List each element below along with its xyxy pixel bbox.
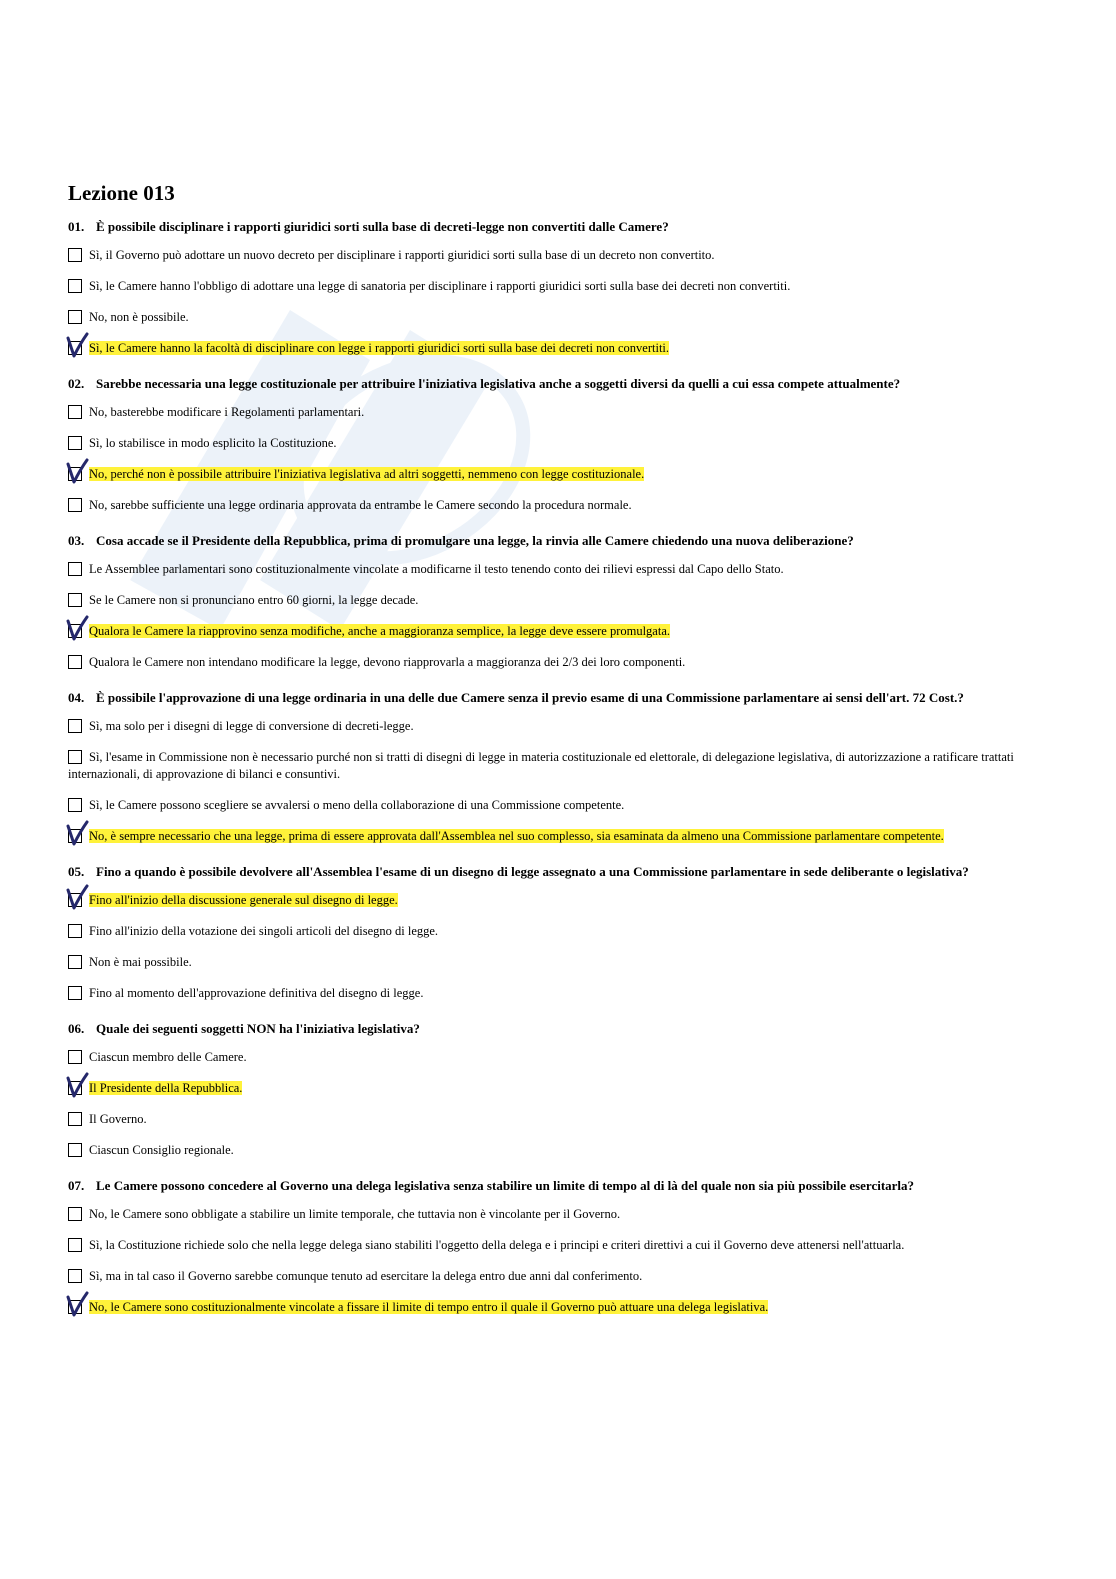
answer-checkbox[interactable] xyxy=(68,955,82,969)
answer-checkbox[interactable] xyxy=(68,719,82,733)
answer-text-highlighted: Sì, le Camere hanno la facoltà di disciplinare con legge i rapporti giuridici sorti sulla base dei decreti non convertiti. xyxy=(89,341,670,355)
answer-text: Sì, le Camere hanno l'obbligo di adottare una legge di sanatoria per disciplinare i rapporti giuridici sorti sulla base dei decreti non convertiti. xyxy=(89,279,791,293)
answer-checkbox[interactable] xyxy=(68,562,82,576)
document-page xyxy=(68,180,1048,1334)
answer-checkbox[interactable] xyxy=(68,593,82,607)
answer-option[interactable] xyxy=(68,1237,1048,1254)
answer-option[interactable] xyxy=(68,309,1048,326)
checkmark-icon xyxy=(64,332,90,360)
question-3 xyxy=(68,532,1048,671)
checkmark-icon xyxy=(64,820,90,848)
answer-text: No, le Camere sono obbligate a stabilire un limite temporale, che tuttavia non è vincolante per il Governo. xyxy=(89,1207,621,1221)
question-label: Le Camere possono concedere al Governo una delega legislativa senza stabilire un limite di tempo al di là del quale non sia più possibile esercitarla? xyxy=(96,1178,915,1193)
answer-checkbox[interactable] xyxy=(68,436,82,450)
answer-list xyxy=(68,892,1048,1002)
checkmark-icon xyxy=(64,1291,90,1319)
question-label: Quale dei seguenti soggetti NON ha l'iniziativa legislativa? xyxy=(96,1021,420,1036)
answer-text: Fino all'inizio della votazione dei singoli articoli del disegno di legge. xyxy=(89,924,439,938)
question-text xyxy=(68,218,1048,235)
lesson-title: Lezione 013 xyxy=(68,181,175,205)
question-6 xyxy=(68,1020,1048,1159)
answer-option[interactable] xyxy=(68,1111,1048,1128)
question-1 xyxy=(68,218,1048,357)
question-2 xyxy=(68,375,1048,514)
answer-option[interactable] xyxy=(68,1299,1048,1316)
answer-text-highlighted: No, le Camere sono costituzionalmente vincolate a fissare il limite di tempo entro il quale il Governo può attuare una delega legislativa. xyxy=(89,1300,769,1314)
question-number: 07. xyxy=(68,1178,85,1193)
answer-option[interactable] xyxy=(68,1080,1048,1097)
answer-option[interactable] xyxy=(68,247,1048,264)
question-number: 05. xyxy=(68,864,85,879)
answer-text: Sì, il Governo può adottare un nuovo decreto per disciplinare i rapporti giuridici sorti sulla base di un decreto non convertito. xyxy=(89,248,715,262)
answer-checkbox[interactable] xyxy=(68,405,82,419)
answer-option[interactable] xyxy=(68,797,1048,814)
answer-option[interactable] xyxy=(68,435,1048,452)
answer-list xyxy=(68,561,1048,671)
answer-list xyxy=(68,247,1048,357)
question-number: 03. xyxy=(68,533,85,548)
answer-list xyxy=(68,1049,1048,1159)
answer-option[interactable] xyxy=(68,466,1048,483)
answer-list xyxy=(68,718,1048,845)
answer-option[interactable] xyxy=(68,1049,1048,1066)
checkmark-icon xyxy=(64,458,90,486)
question-4 xyxy=(68,689,1048,845)
question-5 xyxy=(68,863,1048,1002)
question-number: 02. xyxy=(68,376,85,391)
answer-option[interactable] xyxy=(68,718,1048,735)
question-text xyxy=(68,375,1048,392)
answer-checkbox[interactable] xyxy=(68,1238,82,1252)
answer-option[interactable] xyxy=(68,561,1048,578)
answer-text-highlighted: Fino all'inizio della discussione generale sul disegno di legge. xyxy=(89,893,398,907)
answer-text: Non è mai possibile. xyxy=(89,955,192,969)
question-text xyxy=(68,689,1048,706)
answer-text: Sì, ma solo per i disegni di legge di conversione di decreti-legge. xyxy=(89,719,414,733)
answer-checkbox[interactable] xyxy=(68,1207,82,1221)
question-label: È possibile disciplinare i rapporti giuridici sorti sulla base di decreti-legge non convertiti dalle Camere? xyxy=(96,219,669,234)
answer-checkbox[interactable] xyxy=(68,986,82,1000)
answer-option[interactable] xyxy=(68,954,1048,971)
question-text xyxy=(68,532,1048,549)
checkmark-icon xyxy=(64,1072,90,1100)
answer-list xyxy=(68,1206,1048,1316)
question-number: 06. xyxy=(68,1021,85,1036)
answer-text: Sì, lo stabilisce in modo esplicito la Costituzione. xyxy=(89,436,337,450)
answer-text: No, sarebbe sufficiente una legge ordinaria approvata da entrambe le Camere secondo la procedura normale. xyxy=(89,498,632,512)
answer-option[interactable] xyxy=(68,1142,1048,1159)
answer-checkbox[interactable] xyxy=(68,750,82,764)
answer-option[interactable] xyxy=(68,828,1048,845)
question-label: Cosa accade se il Presidente della Repubblica, prima di promulgare una legge, la rinvia alle Camere chiedendo una nuova deliberazione? xyxy=(96,533,854,548)
answer-option[interactable] xyxy=(68,1268,1048,1285)
answer-text: Il Governo. xyxy=(89,1112,147,1126)
answer-option[interactable] xyxy=(68,497,1048,514)
answer-text: Sì, la Costituzione richiede solo che nella legge delega siano stabiliti l'oggetto della delega e i principi e criteri direttivi a cui il Governo deve attenersi nell'attuarla. xyxy=(89,1238,905,1252)
question-label: È possibile l'approvazione di una legge ordinaria in una delle due Camere senza il previo esame di una Commissione parlamentare ai sensi dell'art. 72 Cost.? xyxy=(96,690,964,705)
question-label: Sarebbe necessaria una legge costituzionale per attribuire l'iniziativa legislativa anche a soggetti diversi da quelli a cui essa compete attualmente? xyxy=(96,376,901,391)
answer-option[interactable] xyxy=(68,340,1048,357)
answer-checkbox[interactable] xyxy=(68,248,82,262)
answer-option[interactable] xyxy=(68,892,1048,909)
answer-list xyxy=(68,404,1048,514)
checkmark-icon xyxy=(64,884,90,912)
answer-option[interactable] xyxy=(68,278,1048,295)
answer-text: Sì, ma in tal caso il Governo sarebbe comunque tenuto ad esercitare la delega entro due anni dal conferimento. xyxy=(89,1269,643,1283)
answer-option[interactable] xyxy=(68,623,1048,640)
answer-text: Ciascun membro delle Camere. xyxy=(89,1050,247,1064)
answer-checkbox[interactable] xyxy=(68,498,82,512)
answer-text-highlighted: No, perché non è possibile attribuire l'iniziativa legislativa ad altri soggetti, nemmeno con legge costituzionale. xyxy=(89,467,645,481)
answer-text-highlighted: Il Presidente della Repubblica. xyxy=(89,1081,243,1095)
answer-text-highlighted: Qualora le Camere la riapprovino senza modifiche, anche a maggioranza semplice, la legge deve essere promulgata. xyxy=(89,624,670,638)
answer-text: No, non è possibile. xyxy=(89,310,189,324)
answer-option[interactable] xyxy=(68,923,1048,940)
answer-text: Sì, l'esame in Commissione non è necessario purché non si tratti di disegni di legge in materia costituzionale ed elettorale, di delegazione legislativa, di autorizzazione a ratificare trattati internazionali, di approvazione di bilanci e consuntivi. xyxy=(68,750,1014,781)
question-text xyxy=(68,1020,1048,1037)
answer-option[interactable] xyxy=(68,985,1048,1002)
answer-checkbox[interactable] xyxy=(68,798,82,812)
answer-option[interactable] xyxy=(68,749,1048,783)
checkmark-icon xyxy=(64,615,90,643)
question-text xyxy=(68,1177,1048,1194)
answer-checkbox[interactable] xyxy=(68,310,82,324)
answer-checkbox[interactable] xyxy=(68,279,82,293)
answer-text: Qualora le Camere non intendano modificare la legge, devono riapprovarla a maggioranza dei 2/3 dei loro componenti. xyxy=(89,655,686,669)
answer-option[interactable] xyxy=(68,592,1048,609)
question-number: 01. xyxy=(68,219,85,234)
answer-text: Le Assemblee parlamentari sono costituzionalmente vincolate a modificarne il testo tenendo conto dei rilievi espressi dal Capo dello Stato. xyxy=(89,562,784,576)
answer-checkbox[interactable] xyxy=(68,1143,82,1157)
answer-text-highlighted: No, è sempre necessario che una legge, prima di essere approvata dall'Assemblea nel suo complesso, sia esaminata da almeno una Commissione parlamentare competente. xyxy=(89,829,944,843)
question-7 xyxy=(68,1177,1048,1316)
question-label: Fino a quando è possibile devolvere all'Assemblea l'esame di un disegno di legge assegnato a una Commissione parlamentare in sede deliberante o legislativa? xyxy=(96,864,969,879)
answer-text: Fino al momento dell'approvazione definitiva del disegno di legge. xyxy=(89,986,424,1000)
answer-option[interactable] xyxy=(68,654,1048,671)
question-number: 04. xyxy=(68,690,85,705)
question-text xyxy=(68,863,1048,880)
questions-list xyxy=(68,218,1048,1316)
answer-option[interactable] xyxy=(68,1206,1048,1223)
answer-checkbox[interactable] xyxy=(68,655,82,669)
answer-text: Ciascun Consiglio regionale. xyxy=(89,1143,234,1157)
answer-text: Sì, le Camere possono scegliere se avvalersi o meno della collaborazione di una Commissione competente. xyxy=(89,798,625,812)
answer-checkbox[interactable] xyxy=(68,924,82,938)
answer-option[interactable] xyxy=(68,404,1048,421)
answer-text: Se le Camere non si pronunciano entro 60 giorni, la legge decade. xyxy=(89,593,419,607)
answer-checkbox[interactable] xyxy=(68,1269,82,1283)
answer-text: No, basterebbe modificare i Regolamenti parlamentari. xyxy=(89,405,365,419)
answer-checkbox[interactable] xyxy=(68,1112,82,1126)
answer-checkbox[interactable] xyxy=(68,1050,82,1064)
